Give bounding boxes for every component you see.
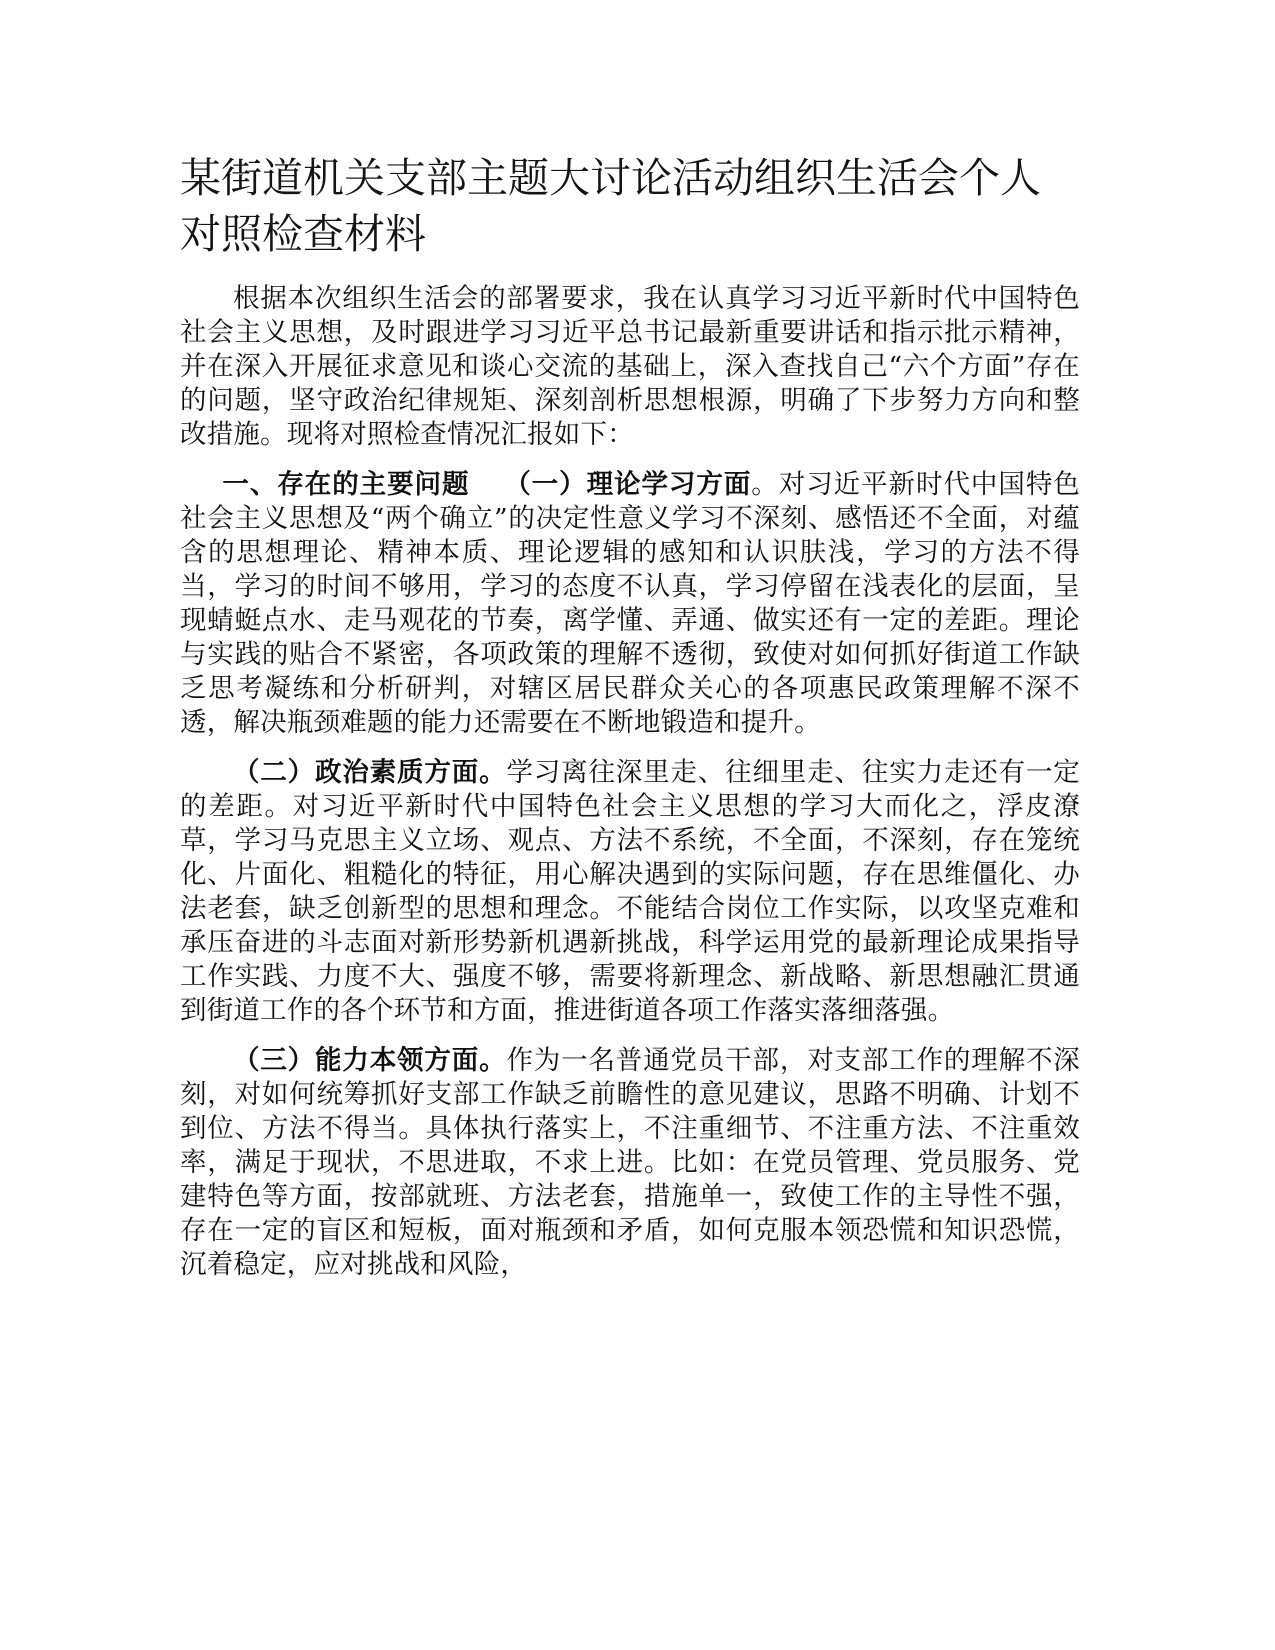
- item-1-body: 。对习近平新时代中国特色社会主义思想及“两个确立”的决定性意义学习不深刻、感悟还不全面，对蕴含的思想理论、精神本质、理论逻辑的感知和认识肤浅，学习的方法不得当，学习的时间不够用，学习的态度不认真，学习停留在浅表化的层面，呈现蜻蜓点水、走马观花的节奏，离学懂、弄通、做实还有一定的差距。理论与实践的贴合不紧密，各项政策的理解不透彻，致使对如何抓好街道工作缺乏思考凝练和分析研判，对辖区居民群众关心的各项惠民政策理解不深不透，解决瓶颈难题的能力还需要在不断地锻造和提升。: [180, 469, 1080, 738]
- item-2-body: 学习离往深里走、往细里走、往实力走还有一定的差距。对习近平新时代中国特色社会主义思想的学习大而化之，浮皮潦草，学习马克思主义立场、观点、方法不系统，不全面，不深刻，存在笼统化、片面化、粗糙化的特征，用心解决遇到的实际问题，存在思维僵化、办法老套，缺乏创新型的思想和理念。不能结合岗位工作实际，以攻坚克难和承压奋进的斗志面对新形势新机遇新挑战，科学运用党的最新理论成果指导工作实践、力度不大、强度不够，需要将新理念、新战略、新思想融汇贯通到街道工作的各个环节和方面，推进街道各项工作落实落细落强。: [180, 757, 1081, 1026]
- item-3-body: 作为一名普通党员干部，对支部工作的理解不深刻，对如何统筹抓好支部工作缺乏前瞻性的意见建议，思路不明确、计划不到位、方法不得当。具体执行落实上，不注重细节、不注重方法、不注重效率，满足于现状，不思进取，不求上进。比如：在党员管理、党员服务、党建特色等方面，按部就班、方法老套，措施单一，致使工作的主导性不强，存在一定的盲区和短板，面对瓶颈和矛盾，如何克服本领恐慌和知识恐慌，沉着稳定，应对挑战和风险，: [180, 1045, 1081, 1280]
- document-page: [180, 150, 1080, 1298]
- intro-paragraph: 根据本次组织生活会的部署要求，我在认真学习习近平新时代中国特色社会主义思想，及时跟进学习习近平总书记最新重要讲话和指示批示精神，并在深入开展征求意见和谈心交流的基础上，深入查找自己“六个方面”存在的问题，坚守政治纪律规矩、深刻剖析思想根源，明确了下步努力方向和整改措施。现将对照检查情况汇报如下：: [180, 283, 1080, 450]
- item-3-heading: （三）能力本领方面。: [233, 1045, 507, 1076]
- item-3-paragraph: [180, 1044, 1080, 1282]
- item-2-paragraph: [180, 756, 1080, 1028]
- item-2-heading: （二）政治素质方面。: [233, 757, 507, 788]
- section-1-paragraph: [180, 468, 1080, 740]
- item-1-heading: （一）理论学习方面: [503, 469, 752, 500]
- document-title: 某街道机关支部主题大讨论活动组织生活会个人对照检查材料: [180, 154, 1041, 258]
- section-1-heading: 一、存在的主要问题: [222, 469, 470, 500]
